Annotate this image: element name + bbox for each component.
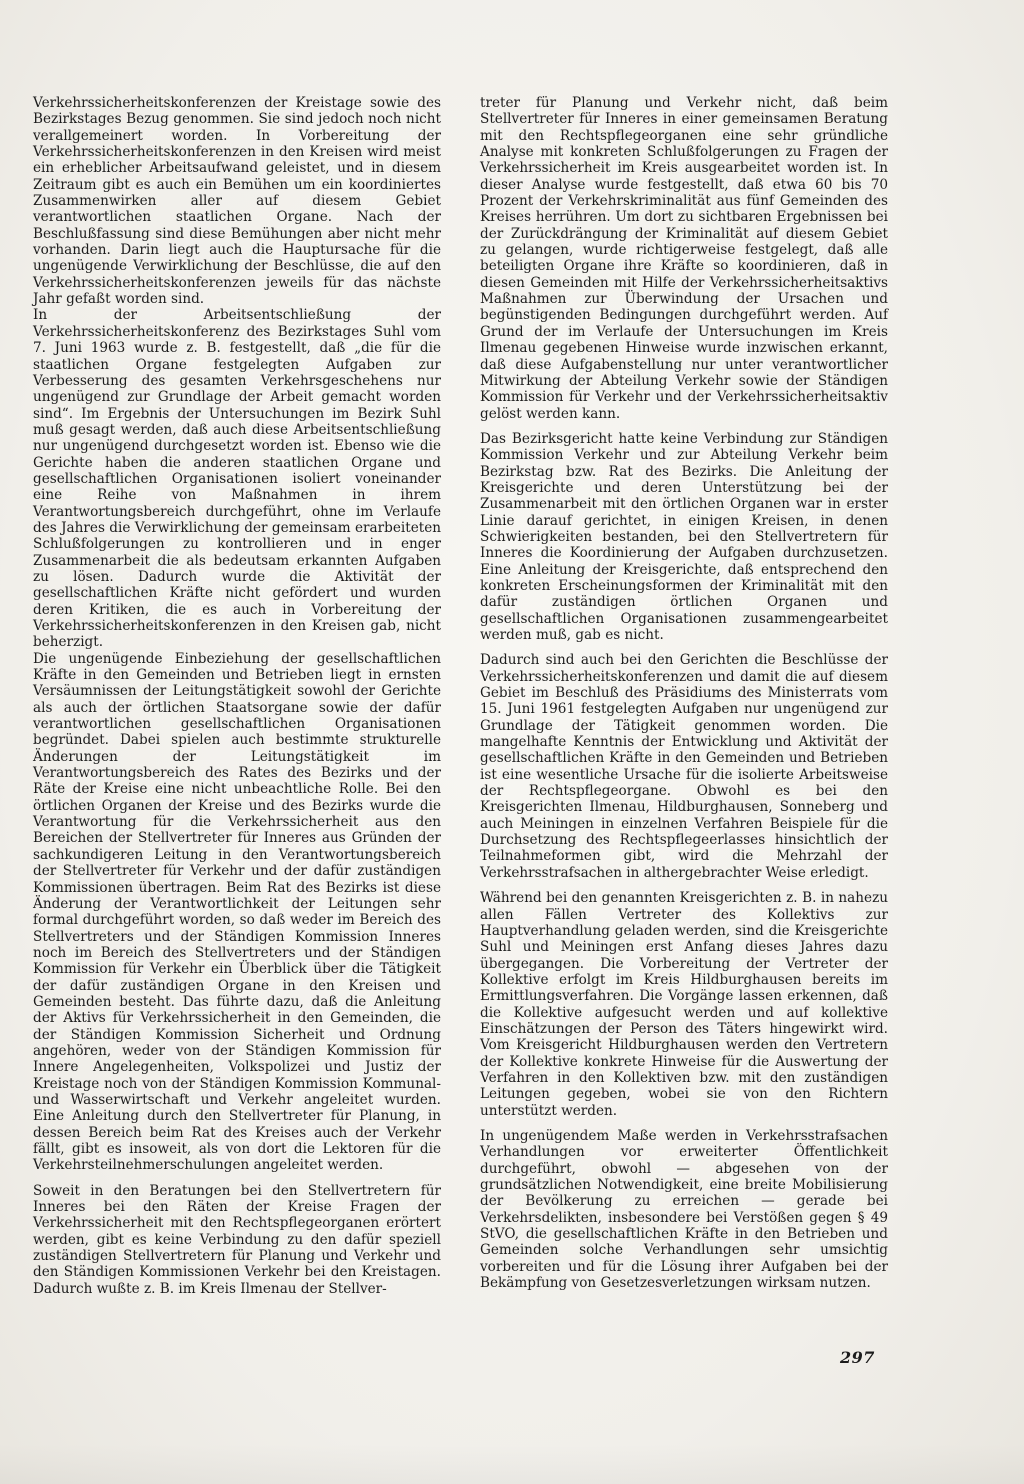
paragraph: Das Bezirksgericht hatte keine Verbindung zur Ständigen Kommission Verkehr und zur Abteilung Verkehr beim Bezirkstag bzw. Rat des Bezirks. Die Anleitung der Kreisgerichte und deren Unterstützung bei der Zusammenarbeit mit den örtlichen Organen war in erster Linie darauf gerichtet, in einigen Kreisen, in denen Schwierigkeiten bestanden, bei den Stellvertretern für Inneres die Koordinierung der Aufgaben durchzusetzen. Eine Anleitung der Kreisgerichte, daß entsprechend den konkreten Erscheinungsformen der Kriminalität mit den dafür zuständigen örtlichen Organen und gesellschaftlichen Organisationen zusammengearbeitet werden muß, gab es nicht. [480,430,888,643]
paragraph: Die ungenügende Einbeziehung der gesellschaftlichen Kräfte in den Gemeinden und Betrieben liegt in ernsten Versäumnissen der Leitungstätigkeit sowohl der Gerichte als auch der örtlichen Staatsorgane sowie der dafür verantwortlichen gesellschaftlichen Organisationen begründet. Dabei spielen auch bestimmte strukturelle Änderungen der Leitungstätigkeit im Verantwortungsbereich des Rates des Bezirks und der Räte der Kreise eine nicht unbeachtliche Rolle. Bei den örtlichen Organen der Kreise und des Bezirks wurde die Verantwortung für die Verkehrssicherheit aus den Bereichen der Stellvertreter für Inneres aus Gründen der sachkundigeren Leitung in den Verantwortungsbereich der Stellvertreter für Verkehr und der dafür zuständigen Kommissionen übertragen. Beim Rat des Bezirks ist diese Änderung der Verantwortlichkeit der Leitungen sehr formal durchgeführt worden, so daß weder im Bereich des Stellvertreters und der Ständigen Kommission Inneres noch im Bereich des Stellvertreters und der Ständigen Kommission für Verkehr ein Überblick über die Tätigkeit der dafür zuständigen Organe in den Kreisen und Gemeinden besteht. Das führte dazu, daß die Anleitung der Aktivs für Verkehrssicherheit in den Gemeinden, die der Ständigen Kommission Sicherheit und Ordnung angehören, weder von der Ständigen Kommission für Innere Angelegenheiten, Volkspolizei und Justiz der Kreistage noch von der Ständigen Kommission Kommunal- und Wasserwirtschaft und Verkehr angeleitet wurden. Eine Anleitung durch den Stellvertreter für Planung, in dessen Bereich beim Rat des Kreises auch der Verkehr fällt, gibt es insoweit, als von dort die Lektoren für die Verkehrsteilnehmerschulungen angeleitet werden. [33,650,441,1174]
paragraph: In ungenügendem Maße werden in Verkehrsstrafsachen Verhandlungen vor erweiterter Öffentlichkeit durchgeführt, obwohl — abgesehen von der grundsätzlichen Notwendigkeit, eine breite Mobilisierung der Bevölkerung zu erreichen — gerade bei Verkehrsdelikten, insbesondere bei Verstößen gegen § 49 StVO, die gesellschaftlichen Kräfte in den Betrieben und Gemeinden solche Verhandlungen sehr umsichtig vorbereiten und für die Lösung ihrer Aufgaben bei der Bekämpfung von Gesetzesverletzungen wirksam nutzen. [480,1127,888,1292]
paragraph: In der Arbeitsentschließung der Verkehrssicherheitskonferenz des Bezirkstages Suhl vom 7. Juni 1963 wurde z. B. festgestellt, daß „die für die staatlichen Organe festgelegten Aufgaben zur Verbesserung des gesamten Verkehrsgeschehens nur ungenügend zur Grundlage der Arbeit gemacht worden sind“. Im Ergebnis der Untersuchungen im Bezirk Suhl muß gesagt werden, daß auch diese Arbeitsentschließung nur ungenügend durchgesetzt worden ist. Ebenso wie die Gerichte haben die anderen staatlichen Organe und gesellschaftlichen Organisationen isoliert voneinander eine Reihe von Maßnahmen in ihrem Verantwortungsbereich durchgeführt, ohne im Verlaufe des Jahres die Verwirklichung der gemeinsam erarbeiteten Schlußfolgerungen zu kontrollieren und in enger Zusammenarbeit die als bedeutsam erkannten Aufgaben zu lösen. Dadurch wurde die Aktivität der gesellschaftlichen Kräfte nicht gefördert und wurden deren Kritiken, die es auch in Vorbereitung der Verkehrssicherheitskonferenzen in den Kreisen gab, nicht beherzigt. [33,307,441,651]
left-text-column [33,95,441,1297]
paragraph: Soweit in den Beratungen bei den Stellvertretern für Inneres bei den Räten der Kreise Fragen der Verkehrssicherheit mit den Rechtspflegeorganen erörtert werden, gibt es keine Verbindung zu den dafür speziell zuständigen Stellvertretern für Planung und Verkehr und den Ständigen Kommissionen Verkehr bei den Kreistagen. Dadurch wußte z. B. im Kreis Ilmenau der Stellver- [33,1182,441,1297]
paragraph: Verkehrssicherheitskonferenzen der Kreistage sowie des Bezirkstages Bezug genommen. Sie sind jedoch noch nicht verallgemeinert worden. In Vorbereitung der Verkehrssicherheitskonferenzen in den Kreisen wird meist ein erheblicher Arbeitsaufwand geleistet, und in diesem Zeitraum gibt es auch ein Bemühen um ein koordiniertes Zusammenwirken aller auf diesem Gebiet verantwortlichen staatlichen Organe. Nach der Beschlußfassung sind diese Bemühungen aber nicht mehr vorhanden. Darin liegt auch die Hauptursache für die ungenügende Verwirklichung der Beschlüsse, die auf den Verkehrssicherheitskonferenzen jeweils für das nächste Jahr gefaßt worden sind. [33,95,441,308]
right-text-column [480,95,888,1291]
paragraph: Während bei den genannten Kreisgerichten z. B. in nahezu allen Fällen Vertreter des Kollektivs zur Hauptverhandlung geladen werden, sind die Kreisgerichte Suhl und Meiningen erst Anfang dieses Jahres dazu übergegangen. Die Vorbereitung der Vertreter der Kollektive erfolgt im Kreis Hildburghausen bereits im Ermittlungsverfahren. Die Vorgänge lassen erkennen, daß die Kollektive aufgesucht werden und auf kollektive Einschätzungen der Person des Täters hingewirkt wird. Vom Kreisgericht Hildburghausen werden den Vertretern der Kollektive konkrete Hinweise für die Auswertung der Verfahren in den Kollektiven bzw. mit den zuständigen Leitungen gegeben, wobei sie von den Richtern unterstützt werden. [480,890,888,1119]
page-number: 297 [840,1348,875,1367]
paragraph: treter für Planung und Verkehr nicht, daß beim Stellvertreter für Inneres in einer gemeinsamen Beratung mit den Rechtspflegeorganen eine sehr gründliche Analyse mit konkreten Schlußfolgerungen zu Fragen der Verkehrssicherheit im Kreis ausgearbeitet worden ist. In dieser Analyse wurde festgestellt, daß etwa 60 bis 70 Prozent der Verkehrskriminalität aus fünf Gemeinden des Kreises herrühren. Um dort zu sichtbaren Ergebnissen bei der Zurückdrängung der Kriminalität auf diesem Gebiet zu gelangen, wurde richtigerweise festgelegt, daß alle beteiligten Organe ihre Kräfte so koordinieren, daß in diesen Gemeinden mit Hilfe der Verkehrssicherheitsaktivs Maßnahmen zur Überwindung der Ursachen und begünstigenden Bedingungen durchgeführt werden. Auf Grund der im Verlaufe der Untersuchungen im Kreis Ilmenau gegebenen Hinweise wurde inzwischen erkannt, daß diese Aufgabenstellung nur unter verantwortlicher Mitwirkung der Abteilung Verkehr sowie der Ständigen Kommission für Verkehr und der Verkehrssicherheitsaktiv gelöst werden kann. [480,95,888,422]
paragraph: Dadurch sind auch bei den Gerichten die Beschlüsse der Verkehrssicherheitskonferenzen und damit die auf diesem Gebiet im Beschluß des Präsidiums des Ministerrats vom 15. Juni 1961 festgelegten Aufgaben nur ungenügend zur Grundlage der Tätigkeit genommen worden. Die mangelhafte Kenntnis der Entwicklung und Aktivität der gesellschaftlichen Kräfte in den Gemeinden und Betrieben ist eine wesentliche Ursache für die isolierte Arbeitsweise der Rechtspflegeorgane. Obwohl es bei den Kreisgerichten Ilmenau, Hildburghausen, Sonneberg und auch Meiningen in einzelnen Verfahren Beispiele für die Durchsetzung des Rechtspflegeerlasses hinsichtlich der Teilnahmeformen gibt, wird die Mehrzahl der Verkehrsstrafsachen in althergebrachter Weise erledigt. [480,652,888,881]
scan-edge-shadow [0,1444,1024,1484]
